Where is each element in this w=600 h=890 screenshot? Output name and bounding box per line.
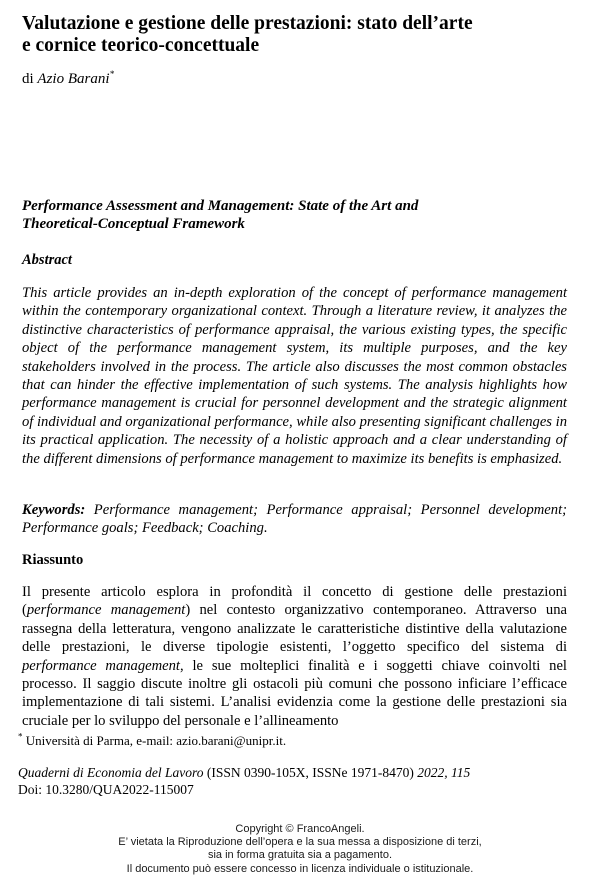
riassunto-heading: Riassunto: [22, 552, 84, 568]
article-title-italian: [22, 13, 567, 56]
riassunto-segment-3: , le sue molteplici finalità e i soggetti chiave coinvolti nel processo. Il saggio discute inoltre gli ostacoli più comuni che possono inficiare l’efficace implementazione di tali sistemi. L’analisi evidenzia come la gestione delle prestazioni sia cruciale per lo sviluppo del personale e l’allineamento: [22, 657, 567, 729]
author-affiliation-footnote: [18, 733, 567, 749]
keywords-line: [22, 501, 567, 538]
keywords-list: Performance management; Performance appraisal; Personnel development; Performance goals; Feedback; Coaching.: [22, 502, 567, 537]
riassunto-italic-term-1: performance management: [26, 602, 186, 619]
journal-name: Quaderni di Economia del Lavoro: [18, 765, 204, 780]
copyright-line-1: Copyright © FrancoAngeli.: [235, 823, 365, 835]
copyright-footer: [0, 823, 600, 876]
author-name: Azio Barani: [37, 71, 110, 87]
copyright-line-4: Il documento può essere concesso in licenza individuale o istituzionale.: [126, 862, 474, 875]
article-title-line-1: Valutazione e gestione delle prestazioni: stato dell’arte: [22, 13, 473, 34]
journal-issn-line: [18, 764, 567, 781]
article-title-en-line-1: Performance Assessment and Management: State of the Art and: [22, 198, 419, 214]
article-title-en-line-2: Theoretical-Conceptual Framework: [22, 215, 245, 232]
riassunto-segment-2: ) nel contesto organizzativo contemporaneo. Attraverso una rassegna della letteratura, vengono analizzate le caratteristiche distintive della valutazione delle prestazioni, le diverse tipologie esistenti, l’oggetto specifico del sistema di: [22, 602, 567, 656]
journal-credit-block: [18, 764, 567, 798]
abstract-text: This article provides an in-depth exploration of the concept of performance management within the contemporary organizational context. Through a literature review, it analyzes the distinctive characteristics of performance appraisal, the various existing types, the specific object of the performance management system, its multiple purposes, and the key stakeholders involved in the process. The article also discusses the most common obstacles that can hinder the effective implementation of such systems. The analysis highlights how performance management is crucial for personnel development and the strategic alignment of individual and organizational performance, while also presenting significant challenges in its practical application. The necessity of a holistic approach and a clear understanding of the different dimensions of performance management to maximize its benefits is emphasized.: [22, 285, 567, 467]
riassunto-segment-1: Il presente articolo esplora in profondità il concetto di gestione delle prestazioni (: [22, 584, 567, 619]
author-byline: [22, 71, 567, 88]
keywords-label: Keywords:: [22, 502, 94, 518]
article-title-english: [22, 198, 567, 233]
abstract-heading: Abstract: [22, 252, 72, 268]
author-footnote-marker: *: [109, 69, 115, 79]
journal-issn: (ISSN 0390-105X, ISSNe 1971-8470): [203, 765, 418, 780]
byline-prefix: di: [22, 71, 38, 87]
copyright-line-2: E’ vietata la Riproduzione dell’opera e la sua messa a disposizione di terzi,: [118, 836, 482, 849]
riassunto-text: [22, 583, 567, 730]
footnote-marker: *: [18, 731, 23, 742]
copyright-line-3: sia in forma gratuita sia a pagamento.: [207, 849, 393, 862]
riassunto-italic-term-2: performance management: [22, 657, 180, 674]
journal-doi: Doi: 10.3280/QUA2022-115007: [18, 782, 194, 797]
journal-issue: 2022, 115: [417, 765, 471, 780]
footnote-text: Università di Parma, e-mail: azio.barani@unipr.it.: [22, 733, 287, 748]
article-title-line-2: e cornice teorico-concettuale: [22, 34, 260, 56]
